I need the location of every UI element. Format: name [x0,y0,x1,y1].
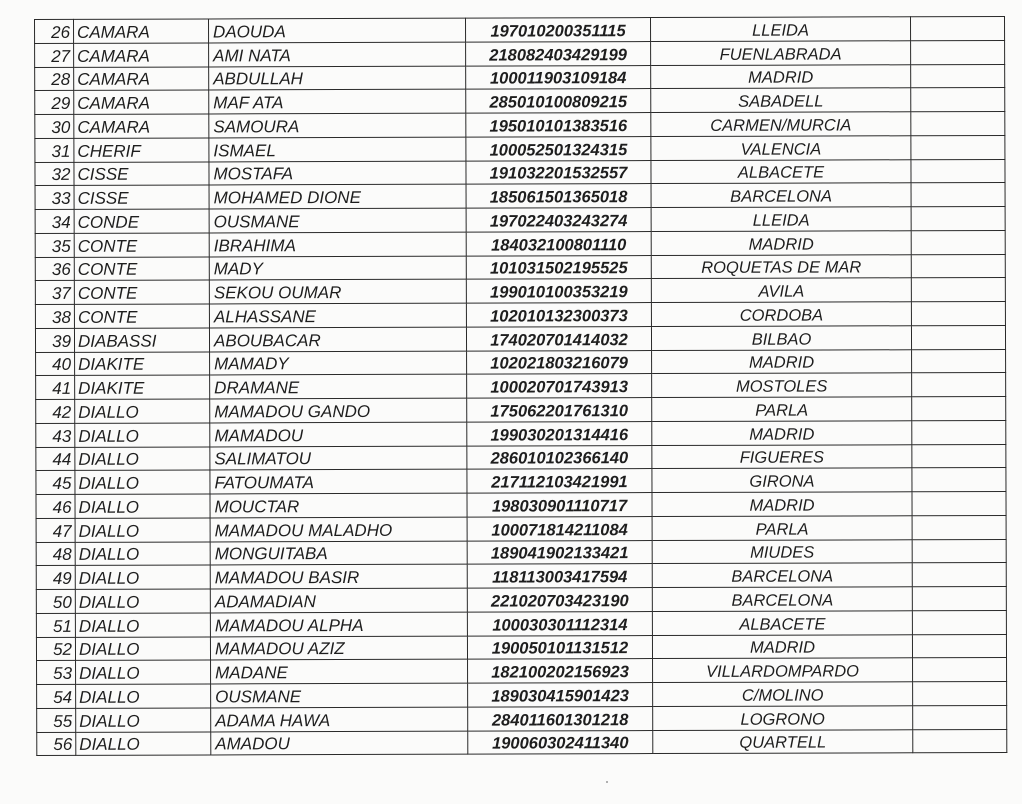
table-row [36,634,1006,661]
surname-cell: CISSE [74,161,209,185]
id-code-cell: 100071814211084 [467,516,652,540]
id-code-cell: 102021803216079 [467,350,652,374]
row-number: 49 [36,566,75,590]
id-code-cell: 185061501365018 [466,184,651,208]
id-code-cell: 197022403243274 [466,208,651,232]
empty-cell [911,254,1005,278]
city-cell: BARCELONA [651,183,911,208]
city-cell: SABADELL [651,88,911,113]
surname-cell: CONTE [74,304,209,328]
given-name-cell: AMI NATA [209,42,466,67]
table-row [36,396,1006,423]
city-cell: LLEIDA [651,207,911,232]
table-row [35,16,1005,43]
empty-cell [912,515,1006,539]
surname-cell: DIALLO [75,399,210,423]
id-code-cell: 174020701414032 [466,326,651,350]
empty-cell [911,159,1005,183]
row-number: 27 [35,43,74,67]
id-code-cell: 184032100801110 [466,231,651,255]
row-number: 28 [35,67,74,91]
empty-cell [911,206,1005,230]
city-cell: LOGRONO [653,705,913,730]
row-number: 35 [35,233,74,257]
id-code-cell: 189041902133421 [467,540,652,564]
table-row [35,230,1005,257]
table-row [36,444,1006,471]
surname-cell: CAMARA [74,43,209,67]
row-number: 52 [36,637,75,661]
given-name-cell: SEKOU OUMAR [209,279,466,304]
given-name-cell: MAMADOU GANDO [210,398,467,423]
empty-cell [911,230,1005,254]
table-row [35,159,1005,186]
city-cell: BARCELONA [652,587,912,612]
empty-cell [912,634,1006,658]
given-name-cell: MAMADOU AZIZ [210,636,467,661]
id-code-cell: 100030301112314 [467,611,652,635]
row-number: 50 [36,589,75,613]
city-cell: MADRID [652,420,912,445]
empty-cell [911,88,1005,112]
empty-cell [911,111,1005,135]
given-name-cell: ABOUBACAR [209,327,466,352]
table-row [37,681,1007,708]
empty-cell [910,16,1004,40]
given-name-cell: ABDULLAH [209,66,466,91]
empty-cell [912,373,1006,397]
given-name-cell: ADAMADIAN [210,588,467,613]
surname-cell: DIALLO [75,541,210,565]
id-code-cell: 284011601301218 [468,706,653,730]
surname-cell: CONTE [74,233,209,257]
city-cell: MADRID [652,349,912,374]
surname-cell: DIALLO [75,494,210,518]
table-row [35,301,1005,328]
given-name-cell: MADANE [211,659,468,684]
empty-cell [913,681,1007,705]
row-number: 47 [36,518,75,542]
surname-cell: CAMARA [74,19,209,43]
given-name-cell: SAMOURA [209,113,466,138]
surname-cell: DIALLO [76,660,211,684]
given-name-cell: OUSMANE [211,683,468,708]
table-row [37,705,1007,732]
id-code-cell: 100020701743913 [467,374,652,398]
table-row [35,40,1005,67]
id-code-cell: 102010132300373 [466,303,651,327]
row-number: 30 [35,114,74,138]
given-name-cell: MAMADOU ALPHA [210,612,467,637]
surname-cell: DIALLO [75,613,210,637]
city-cell: CORDOBA [651,302,911,327]
given-name-cell: ISMAEL [209,137,466,162]
id-code-cell: 285010100809215 [466,89,651,113]
scan-speck [606,781,608,783]
row-number: 41 [36,376,75,400]
given-name-cell: MOUCTAR [210,493,467,518]
empty-cell [913,705,1007,729]
row-number: 26 [35,19,74,43]
table-row [35,278,1005,305]
row-number: 44 [36,447,75,471]
id-code-cell: 175062201761310 [467,398,652,422]
city-cell: PARLA [652,397,912,422]
row-number: 54 [37,684,76,708]
given-name-cell: DRAMANE [210,374,467,399]
empty-cell [913,729,1007,753]
id-code-cell: 199030201314416 [467,421,652,445]
id-code-cell: 217112103421991 [467,469,652,493]
city-cell: PARLA [652,515,912,540]
table-row [36,586,1006,613]
empty-cell [912,610,1006,634]
city-cell: QUARTELL [653,729,913,754]
given-name-cell: MAMADOU MALADHO [210,517,467,542]
row-number: 32 [35,162,74,186]
row-number: 33 [35,186,74,210]
surname-cell: CONTE [74,280,209,304]
table-row [36,610,1006,637]
given-name-cell: MONGUITABA [210,541,467,566]
empty-cell [913,658,1007,682]
surname-cell: CONDE [74,209,209,233]
city-cell: MIUDES [652,539,912,564]
city-cell: C/MOLINO [653,682,913,707]
row-number: 29 [35,91,74,115]
row-number: 48 [36,542,75,566]
row-number: 45 [36,471,75,495]
surname-cell: CAMARA [74,66,209,90]
surname-cell: CISSE [74,185,209,209]
surname-cell: CHERIF [74,138,209,162]
row-number: 46 [36,494,75,518]
id-code-cell: 199010100353219 [466,279,651,303]
city-cell: BARCELONA [652,563,912,588]
id-code-cell: 100052501324315 [466,136,651,160]
empty-cell [911,325,1005,349]
given-name-cell: OUSMANE [209,208,466,233]
empty-cell [911,278,1005,302]
city-cell: ALBACETE [652,610,912,635]
surname-cell: DIALLO [76,684,211,708]
table-row [36,373,1006,400]
people-table [34,16,1007,756]
row-number: 38 [35,304,74,328]
table-row [36,349,1006,376]
surname-cell: DIALLO [75,589,210,613]
city-cell: ROQUETAS DE MAR [651,254,911,279]
surname-cell: DIALLO [75,565,210,589]
table-row [35,254,1005,281]
id-code-cell: 286010102366140 [467,445,652,469]
table-row [37,729,1007,756]
surname-cell: DIALLO [75,446,210,470]
given-name-cell: AMADOU [211,731,468,756]
city-cell: AVILA [651,278,911,303]
empty-cell [912,468,1006,492]
empty-cell [912,539,1006,563]
id-code-cell: 198030901110717 [467,493,652,517]
surname-cell: DIAKITE [75,351,210,375]
row-number: 40 [36,352,75,376]
table-row [36,491,1006,518]
row-number: 51 [36,613,75,637]
table-row [36,563,1006,590]
row-number: 55 [37,708,76,732]
surname-cell: DIALLO [75,470,210,494]
empty-cell [912,444,1006,468]
surname-cell: CAMARA [74,114,209,138]
table-row [36,468,1006,495]
given-name-cell: DAOUDA [209,18,466,43]
empty-cell [912,563,1006,587]
given-name-cell: MADY [209,256,466,281]
surname-cell: DIAKITE [75,375,210,399]
id-code-cell: 190050101131512 [467,635,652,659]
table-row [35,325,1005,352]
city-cell: ALBACETE [651,159,911,184]
id-code-cell: 101031502195525 [466,255,651,279]
surname-cell: DIALLO [76,708,211,732]
surname-cell: CONTE [74,256,209,280]
empty-cell [911,183,1005,207]
surname-cell: DIABASSI [74,328,209,352]
id-code-cell: 195010101383516 [466,113,651,137]
surname-cell: CAMARA [74,90,209,114]
empty-cell [912,586,1006,610]
row-number: 34 [35,209,74,233]
city-cell: FIGUERES [652,444,912,469]
city-cell: VALENCIA [651,135,911,160]
given-name-cell: MAMADOU [210,422,467,447]
city-cell: MADRID [652,492,912,517]
table-row [35,183,1005,210]
city-cell: MADRID [652,634,912,659]
id-code-cell: 218082403429199 [466,41,651,65]
empty-cell [911,135,1005,159]
id-code-cell: 189030415901423 [468,683,653,707]
surname-cell: DIALLO [75,636,210,660]
scanned-document [34,16,1006,756]
id-code-cell: 118113003417594 [467,564,652,588]
empty-cell [912,349,1006,373]
row-number: 39 [35,328,74,352]
table-row [35,88,1005,115]
row-number: 53 [37,661,76,685]
table-row [35,135,1005,162]
row-number: 37 [35,281,74,305]
city-cell: GIRONA [652,468,912,493]
row-number: 36 [35,257,74,281]
table-row [35,111,1005,138]
table-row [37,658,1007,685]
table-row [36,420,1006,447]
empty-cell [911,64,1005,88]
given-name-cell: MAMADY [210,351,467,376]
given-name-cell: ADAMA HAWA [211,707,468,732]
given-name-cell: ALHASSANE [209,303,466,328]
city-cell: BILBAO [651,325,911,350]
city-cell: MADRID [651,230,911,255]
id-code-cell: 100011903109184 [466,65,651,89]
surname-cell: DIALLO [76,731,211,755]
table-row [36,539,1006,566]
given-name-cell: MAF ATA [209,89,466,114]
given-name-cell: MOHAMED DIONE [209,184,466,209]
id-code-cell: 191032201532557 [466,160,651,184]
city-cell: VILLARDOMPARDO [653,658,913,683]
given-name-cell: MOSTAFA [209,161,466,186]
city-cell: MADRID [651,64,911,89]
empty-cell [912,491,1006,515]
table-row [35,64,1005,91]
id-code-cell: 182100202156923 [468,659,653,683]
surname-cell: DIALLO [75,423,210,447]
city-cell: LLEIDA [650,17,910,42]
empty-cell [912,420,1006,444]
city-cell: MOSTOLES [652,373,912,398]
empty-cell [912,396,1006,420]
given-name-cell: SALIMATOU [210,446,467,471]
given-name-cell: FATOUMATA [210,469,467,494]
table-row [35,206,1005,233]
row-number: 43 [36,423,75,447]
city-cell: FUENLABRADA [651,40,911,65]
row-number: 42 [36,399,75,423]
id-code-cell: 197010200351115 [465,18,650,42]
city-cell: CARMEN/MURCIA [651,112,911,137]
empty-cell [911,301,1005,325]
row-number: 31 [35,138,74,162]
id-code-cell: 221020703423190 [467,588,652,612]
surname-cell: DIALLO [75,518,210,542]
empty-cell [911,40,1005,64]
given-name-cell: IBRAHIMA [209,232,466,257]
id-code-cell: 190060302411340 [468,730,653,754]
table-row [36,515,1006,542]
table-body [35,16,1007,755]
row-number: 56 [37,732,76,756]
given-name-cell: MAMADOU BASIR [210,564,467,589]
